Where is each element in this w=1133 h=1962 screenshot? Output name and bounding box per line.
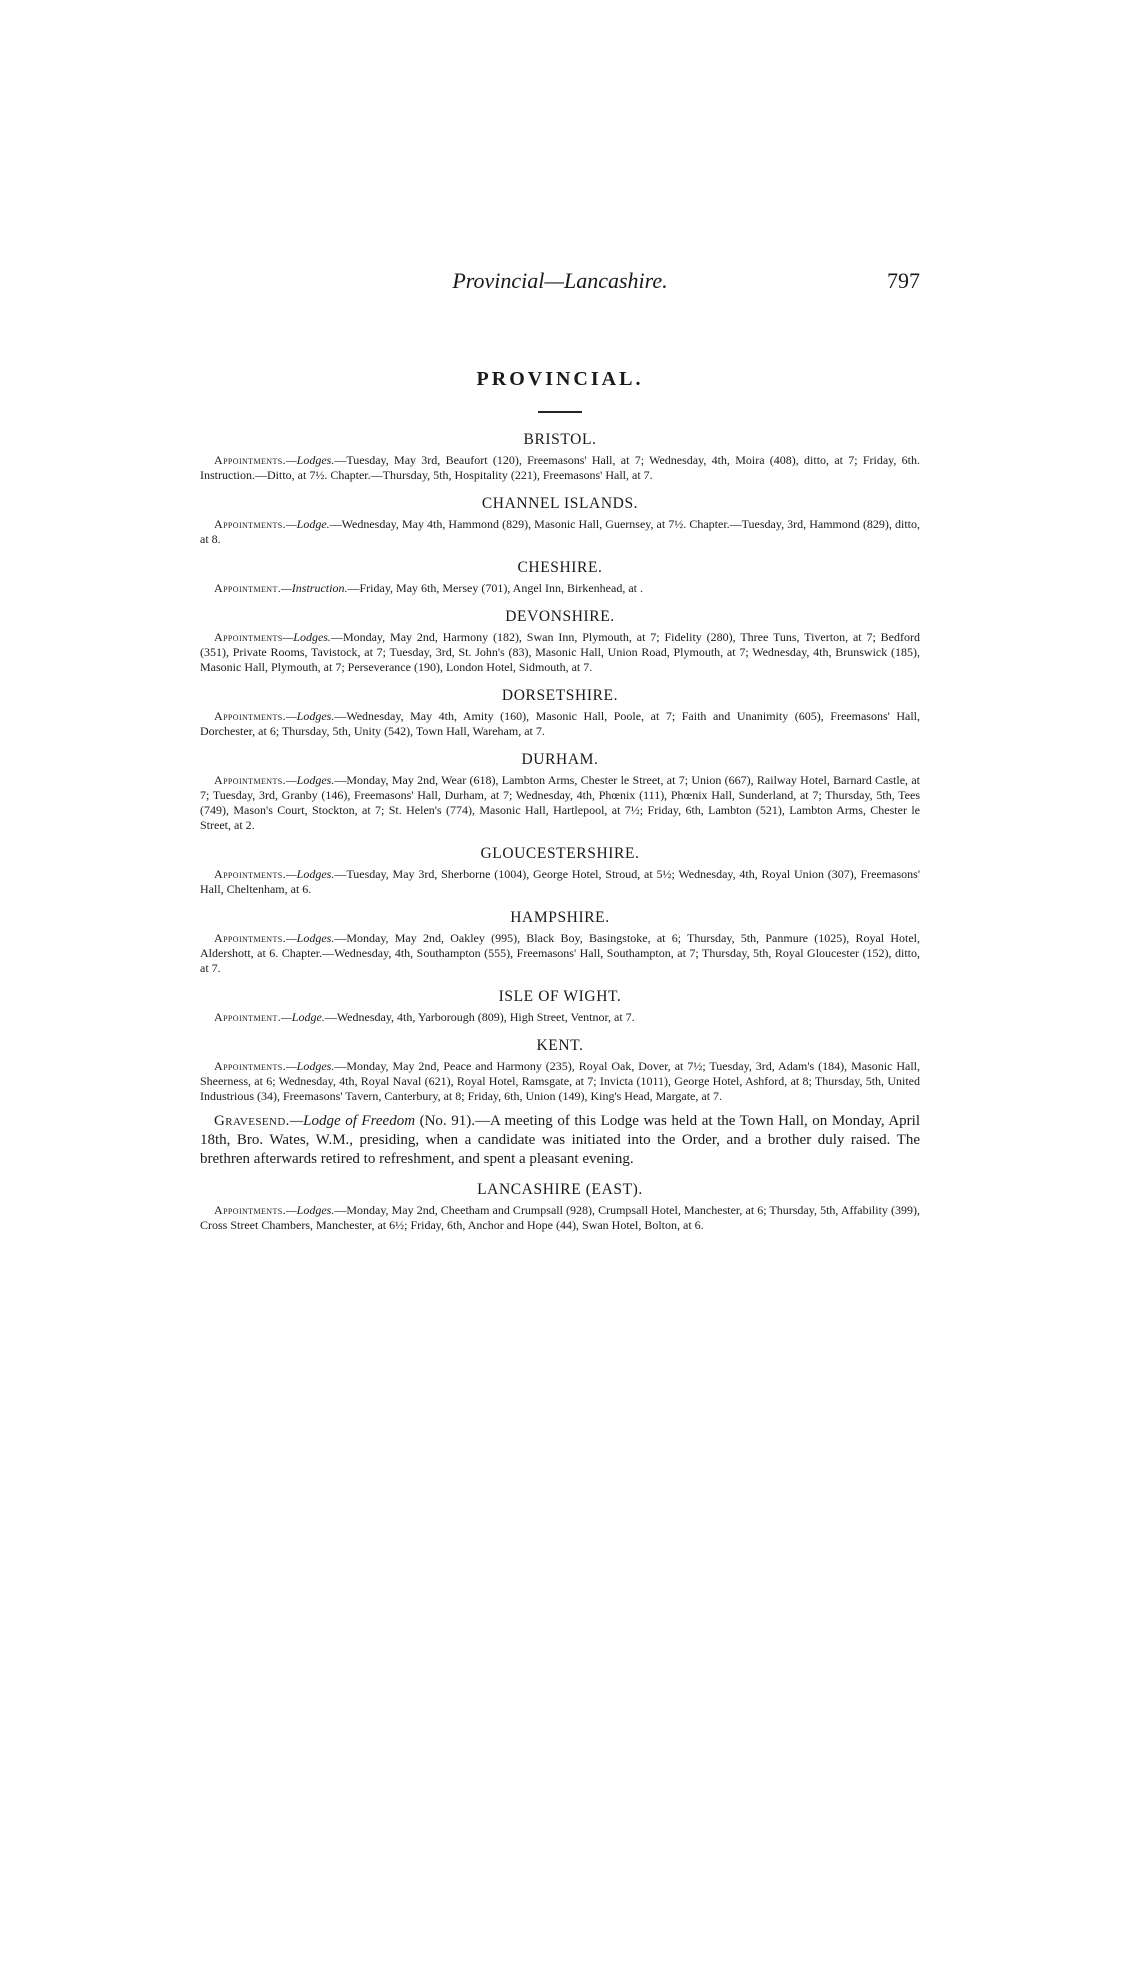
appointments-paragraph	[200, 867, 920, 897]
paragraph-text: —Monday, May 2nd, Peace and Harmony (235), Royal Oak, Dover, at 7½; Tuesday, 3rd, Adam's (184), Masonic Hall, Sheerness, at 6; Wednesday, 4th, Royal Naval (621), Royal Hotel, Ramsgate, at 7; Invicta (1011), George Hotel, Ashford, at 8; Thursday, 5th, United Industrious (34), Freemasons' Tavern, Canterbury, at 8; Friday, 6th, Union (149), King's Head, Margate, at 7.	[200, 1059, 920, 1103]
title-rule	[538, 411, 582, 413]
paragraph-text: —Wednesday, May 4th, Hammond (829), Masonic Hall, Guernsey, at 7½. Chapter.—Tuesday, 3rd, Hammond (829), ditto, at 8.	[200, 517, 920, 546]
paragraph-text: —Friday, May 6th, Mersey (701), Angel Inn, Birkenhead, at .	[347, 581, 643, 595]
paragraph-lead: Appointments.	[214, 1059, 286, 1073]
sections-container	[200, 431, 920, 1233]
paragraph-lead: Appointments.	[214, 773, 286, 787]
section	[200, 495, 920, 547]
paragraph-lead: Appointment.	[214, 1010, 282, 1024]
paragraph-text: (No. 91).—A meeting of this Lodge was held at the Town Hall, on Monday, April 18th, Bro. Wates, W.M., presiding, when a candidate was initiated into the Order, and a brother duly raised. The brethren afterwards retired to refreshment, and spent a pleasant evening.	[200, 1113, 920, 1167]
paragraph-lead: Appointments.	[214, 931, 286, 945]
appointments-paragraph	[200, 581, 920, 596]
running-title: Provincial—Lancashire.	[452, 268, 668, 293]
paragraph-text: —Monday, May 2nd, Cheetham and Crumpsall (928), Crumpsall Hotel, Manchester, at 6; Thursday, 5th, Affability (399), Cross Street Chambers, Manchester, at 6½; Friday, 6th, Anchor and Hope (44), Swan Hotel, Bolton, at 6.	[200, 1203, 920, 1232]
paragraph-lead-italic: —Lodge.	[281, 1010, 325, 1024]
paragraph-lead-italic: —Lodges.	[285, 453, 335, 467]
paragraph-lead: Appointments	[214, 630, 283, 644]
paragraph-lead-italic: —Lodges.	[285, 1059, 335, 1073]
appointments-paragraph	[200, 931, 920, 976]
paragraph-lead-italic: —Lodges.	[285, 709, 335, 723]
paragraph-lead: Appointments.	[214, 453, 286, 467]
paragraph-lead: Appointments.	[214, 1203, 286, 1217]
paragraph-lead: Appointments.	[214, 867, 286, 881]
appointments-paragraph	[200, 630, 920, 675]
paragraph-lead: Gravesend.	[214, 1113, 290, 1129]
paragraph-lead-italic: —Lodges.	[285, 1203, 335, 1217]
appointments-paragraph	[200, 1059, 920, 1104]
paragraph-lead: Appointment.	[214, 581, 282, 595]
page-number: 797	[887, 268, 920, 293]
section	[200, 559, 920, 596]
paragraph-text: —Monday, May 2nd, Wear (618), Lambton Arms, Chester le Street, at 7; Union (667), Railway Hotel, Barnard Castle, at 7; Tuesday, 3rd, Granby (146), Freemasons' Hall, Durham, at 7; Wednesday, 4th, Phœnix (111), Phœnix Hall, Sunderland, at 7; Thursday, 5th, Tees (749), Mason's Court, Stockton, at 7; St. Helen's (774), Masonic Hall, Hartlepool, at 7½; Friday, 6th, Lambton (521), Lambton Arms, Chester le Street, at 2.	[200, 773, 920, 832]
paragraph-lead: Appointments.	[214, 709, 286, 723]
paragraph-lead-italic: —Instruction.	[281, 581, 348, 595]
paragraph-lead-italic: —Lodges.	[285, 867, 335, 881]
section-heading: DURHAM.	[521, 751, 599, 768]
section-heading: KENT.	[536, 1037, 584, 1054]
section-heading: CHANNEL ISLANDS.	[481, 495, 639, 512]
section	[200, 608, 920, 675]
appointments-paragraph	[200, 517, 920, 547]
appointments-paragraph	[200, 773, 920, 833]
section-heading: DORSETSHIRE.	[501, 687, 619, 704]
paragraph-lead-italic: —Lodge of Freedom	[289, 1113, 416, 1129]
paragraph-text: —Tuesday, May 3rd, Beaufort (120), Freemasons' Hall, at 7; Wednesday, 4th, Moira (408), ditto, at 7; Friday, 6th. Instruction.—Ditto, at 7½. Chapter.—Thursday, 5th, Hospitality (221), Freemasons' Hall, at 7.	[200, 453, 920, 482]
document-page	[200, 268, 920, 1233]
paragraph-text: —Tuesday, May 3rd, Sherborne (1004), George Hotel, Stroud, at 5½; Wednesday, 4th, Royal Union (307), Freemasons' Hall, Cheltenham, at 6.	[200, 867, 920, 896]
section	[200, 687, 920, 739]
running-head	[200, 268, 920, 302]
appointments-paragraph	[200, 709, 920, 739]
section	[200, 988, 920, 1025]
paragraph-lead-italic: —Lodges.	[282, 630, 331, 644]
section	[200, 431, 920, 483]
section-heading: CHESHIRE.	[517, 559, 603, 576]
section-heading: ISLE OF WIGHT.	[498, 988, 622, 1005]
section-heading: BRISTOL.	[523, 431, 597, 448]
appointments-paragraph	[200, 453, 920, 483]
section-heading: GLOUCESTERSHIRE.	[480, 845, 640, 862]
section	[200, 845, 920, 897]
paragraph-text: —Monday, May 2nd, Oakley (995), Black Boy, Basingstoke, at 6; Thursday, 5th, Panmure (1025), Royal Hotel, Aldershott, at 6. Chapter.—Wednesday, 4th, Southampton (555), Freemasons' Hall, Southampton, at 7; Thursday, 5th, Royal Gloucester (152), ditto, at 7.	[200, 931, 920, 975]
section-heading: DEVONSHIRE.	[505, 608, 615, 625]
section	[200, 751, 920, 833]
appointments-paragraph	[200, 1010, 920, 1025]
paragraph-lead-italic: —Lodges.	[285, 773, 335, 787]
paragraph-lead-italic: —Lodges.	[285, 931, 335, 945]
paragraph-lead: Appointments.	[214, 517, 286, 531]
paragraph-text: —Monday, May 2nd, Harmony (182), Swan Inn, Plymouth, at 7; Fidelity (280), Three Tuns, Tiverton, at 7; Bedford (351), Private Rooms, Tavistock, at 7; Tuesday, 3rd, St. John's (83), Masonic Hall, Union Road, Plymouth, at 7; Wednesday, 4th, Brunswick (185), Masonic Hall, Plymouth, at 7; Perseverance (190), London Hotel, Sidmouth, at 7.	[200, 630, 920, 674]
section	[200, 1181, 920, 1233]
appointments-paragraph	[200, 1203, 920, 1233]
paragraph-lead-italic: —Lodge.	[285, 517, 330, 531]
paragraph-text: —Wednesday, May 4th, Amity (160), Masonic Hall, Poole, at 7; Faith and Unanimity (605), Freemasons' Hall, Dorchester, at 6; Thursday, 5th, Unity (542), Town Hall, Wareham, at 7.	[200, 709, 920, 738]
page-title: PROVINCIAL.	[476, 368, 644, 390]
section	[200, 1037, 920, 1169]
section	[200, 909, 920, 976]
section-heading: LANCASHIRE (EAST).	[477, 1181, 643, 1198]
report-paragraph	[200, 1112, 920, 1169]
section-heading: HAMPSHIRE.	[510, 909, 610, 926]
paragraph-text: —Wednesday, 4th, Yarborough (809), High Street, Ventnor, at 7.	[324, 1010, 635, 1024]
